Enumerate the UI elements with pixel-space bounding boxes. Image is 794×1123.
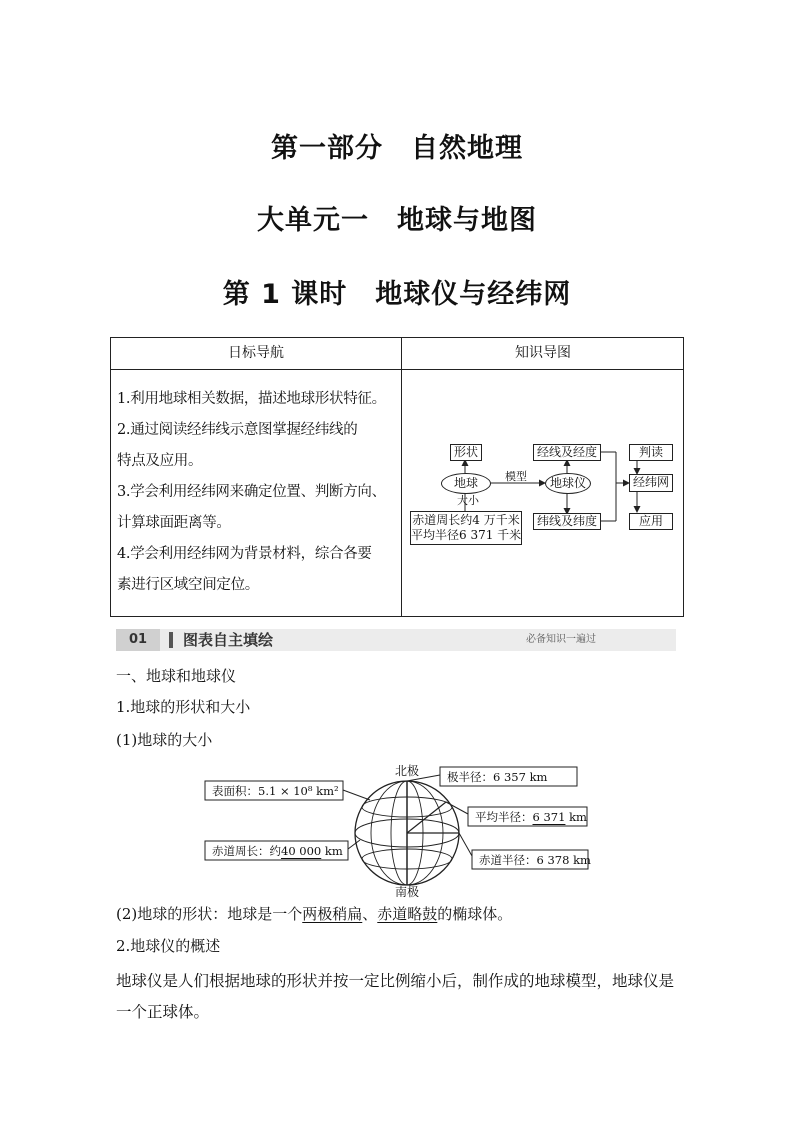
equator-unit: km <box>321 844 343 858</box>
mm-earth: 地球 <box>441 473 491 494</box>
shape-prefix: (2)地球的形状：地球是一个 <box>116 905 303 923</box>
mindmap-connectors <box>401 368 683 616</box>
equator-value: 40 000 <box>281 844 322 858</box>
surface-area-label: 表面积：5.1 × 10⁸ km² <box>212 784 339 798</box>
knowledge-map <box>401 368 683 616</box>
shape-suffix: 的椭球体。 <box>437 905 513 923</box>
south-pole-label: 南极 <box>395 885 420 899</box>
mm-longitude: 经线及经度 <box>533 444 601 461</box>
goal-line: 特点及应用。 <box>117 453 203 469</box>
section-heading: 一、地球和地球仪 <box>116 667 237 685</box>
goal-line: 3.学会利用经纬网来确定位置、判断方向、 <box>117 484 386 500</box>
mm-globe: 地球仪 <box>545 473 591 494</box>
lesson-title: 第 1 课时 地球仪与经纬网 <box>222 279 572 310</box>
globe-paragraph: 地球仪是人们根据地球的形状并按一定比例缩小后，制作成的地球模型，地球仪是一个正球体。 <box>116 972 675 1021</box>
mm-grid: 经纬网 <box>629 474 673 492</box>
mean-radius-label <box>475 809 587 825</box>
goal-line: 2.通过阅读经纬线示意图掌握经纬线的 <box>117 422 358 438</box>
mean-unit: km <box>565 810 587 824</box>
shape-blank-poles: 两极稍扁 <box>302 905 363 923</box>
table-header-goals: 日标导航 <box>228 345 284 361</box>
globe-figure <box>200 762 600 898</box>
north-pole-label: 北极 <box>395 764 420 778</box>
mm-size-label: 大小 <box>457 494 479 507</box>
goals-list <box>117 384 403 601</box>
mm-shape: 形状 <box>450 444 482 461</box>
banner-number: 01 <box>116 629 160 651</box>
mm-apply: 应用 <box>629 513 673 530</box>
shape-separator: 、 <box>362 905 378 923</box>
mm-model-label: 模型 <box>505 470 527 483</box>
mm-read: 判读 <box>629 444 673 461</box>
banner-divider <box>169 632 173 648</box>
part-title: 第一部分 自然地理 <box>271 133 523 164</box>
section-banner <box>116 629 676 651</box>
polar-radius-label: 极半径：6 357 km <box>447 770 548 784</box>
mm-latitude: 纬线及纬度 <box>533 513 601 530</box>
equator-prefix: 赤道周长：约 <box>212 844 281 858</box>
shape-blank-equator: 赤道略鼓 <box>377 905 438 923</box>
mean-value: 6 371 <box>532 810 566 824</box>
mm-facts-line1: 赤道周长约4 万千米 <box>412 513 520 527</box>
goal-line: 4.学会利用经纬网为背景材料，综合各要 <box>117 546 372 562</box>
table-header-mindmap: 知识导图 <box>515 345 571 361</box>
mean-prefix: 平均半径： <box>475 810 533 824</box>
equator-circumference-label <box>212 843 343 859</box>
subheading-shape-size: 1.地球的形状和大小 <box>116 698 251 716</box>
banner-subtitle: 必备知识一遍过 <box>526 634 596 645</box>
goal-line: 计算球面距离等。 <box>117 515 231 531</box>
goal-line: 素进行区域空间定位。 <box>117 577 259 593</box>
subheading-size: (1)地球的大小 <box>116 731 213 749</box>
mm-facts <box>410 511 522 545</box>
unit-title: 大单元一 地球与地图 <box>257 205 537 236</box>
earth-shape-line <box>116 903 512 925</box>
goal-line: 1.利用地球相关数据，描述地球形状特征。 <box>117 391 386 407</box>
mm-facts-line2: 平均半径6 371 千米 <box>411 528 522 542</box>
banner-title: 图表自主填绘 <box>183 631 274 649</box>
subheading-globe: 2.地球仪的概述 <box>116 937 221 955</box>
equatorial-radius-label: 赤道半径：6 378 km <box>479 853 591 867</box>
